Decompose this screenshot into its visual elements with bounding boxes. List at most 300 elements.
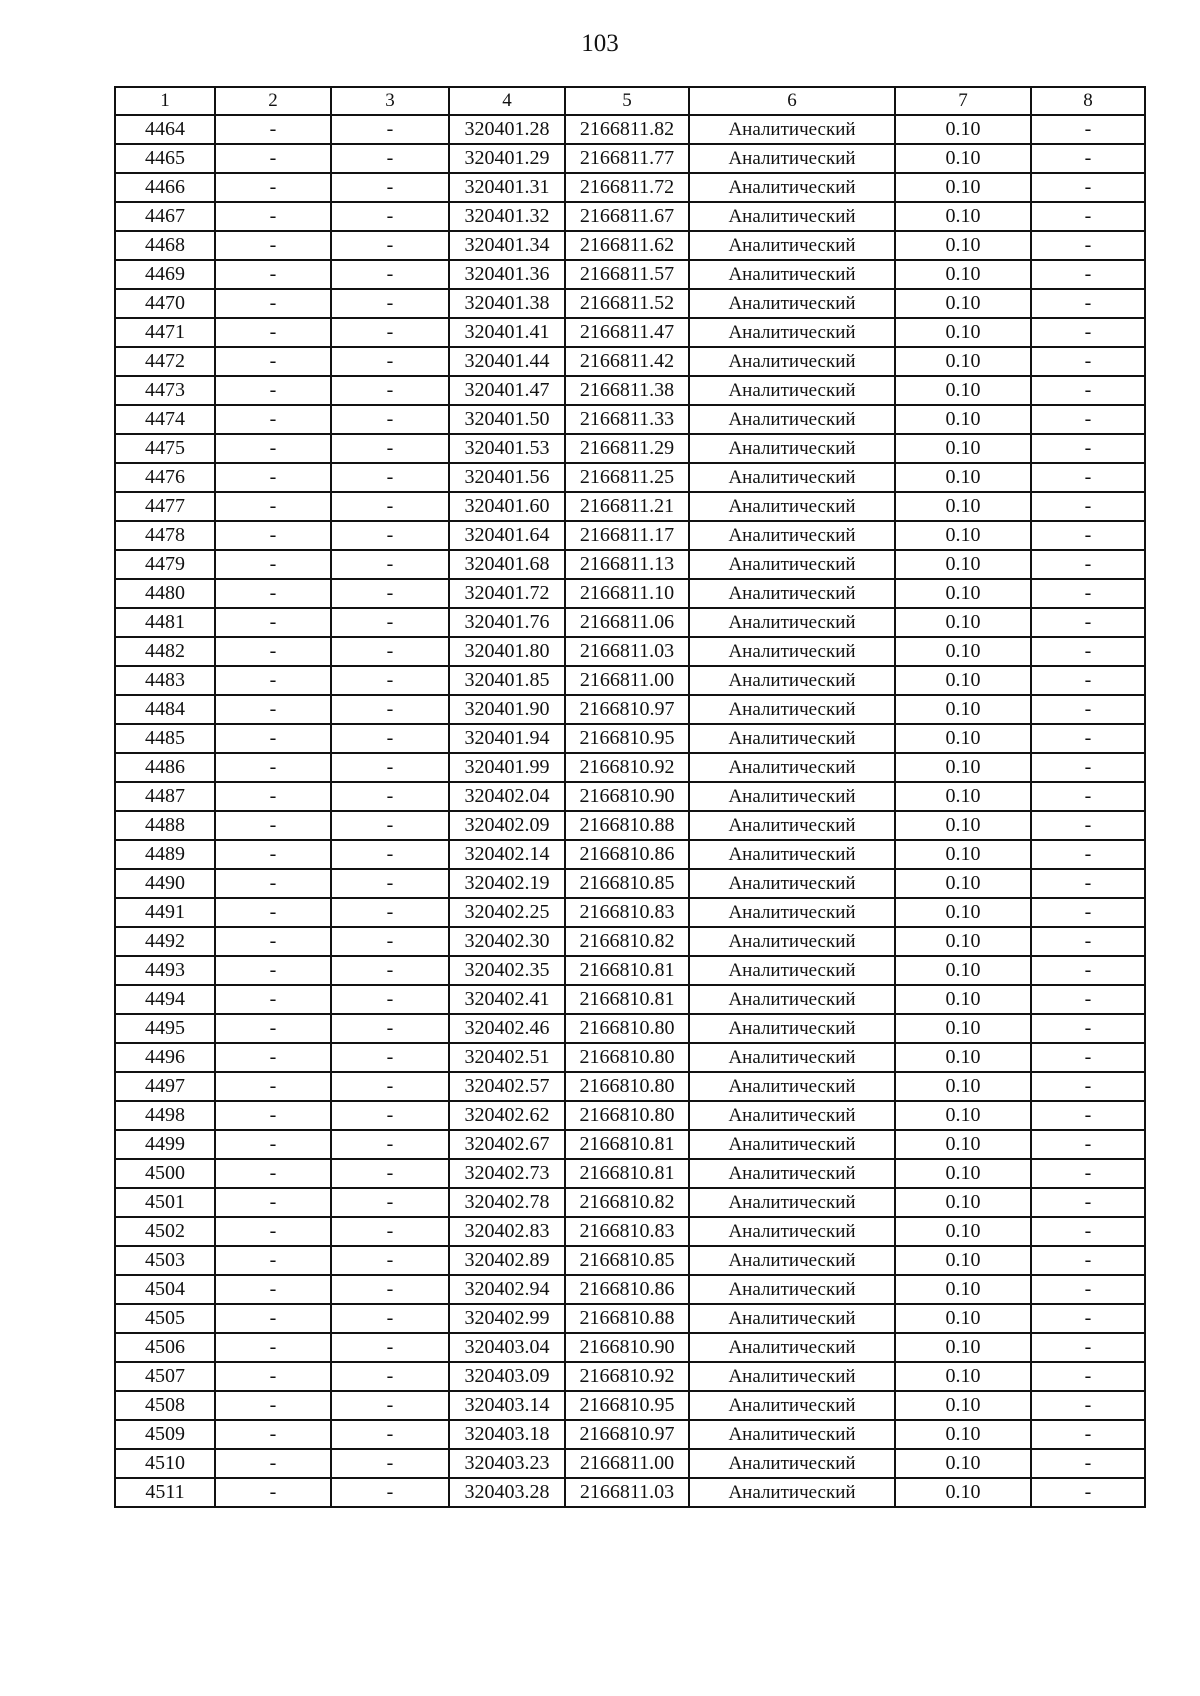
col2-cell: - <box>215 579 331 608</box>
col3-cell: - <box>331 231 449 260</box>
table-row <box>115 173 1145 202</box>
y-coordinate-cell: 2166810.81 <box>565 1130 689 1159</box>
col3-cell: - <box>331 434 449 463</box>
table-row <box>115 260 1145 289</box>
table-row <box>115 1043 1145 1072</box>
column-header-5: 5 <box>565 87 689 115</box>
accuracy-cell: 0.10 <box>895 840 1031 869</box>
y-coordinate-cell: 2166811.06 <box>565 608 689 637</box>
accuracy-cell: 0.10 <box>895 869 1031 898</box>
y-coordinate-cell: 2166810.97 <box>565 695 689 724</box>
x-coordinate-cell: 320401.85 <box>449 666 565 695</box>
x-coordinate-cell: 320401.68 <box>449 550 565 579</box>
method-cell: Аналитический <box>689 434 895 463</box>
accuracy-cell: 0.10 <box>895 579 1031 608</box>
point-number-cell: 4507 <box>115 1362 215 1391</box>
table-row <box>115 695 1145 724</box>
table-row <box>115 1333 1145 1362</box>
accuracy-cell: 0.10 <box>895 1159 1031 1188</box>
accuracy-cell: 0.10 <box>895 637 1031 666</box>
x-coordinate-cell: 320402.35 <box>449 956 565 985</box>
method-cell: Аналитический <box>689 724 895 753</box>
method-cell: Аналитический <box>689 753 895 782</box>
x-coordinate-cell: 320401.36 <box>449 260 565 289</box>
col3-cell: - <box>331 289 449 318</box>
col8-cell: - <box>1031 1217 1145 1246</box>
table-header-row <box>115 87 1145 115</box>
method-cell: Аналитический <box>689 1449 895 1478</box>
col3-cell: - <box>331 115 449 144</box>
method-cell: Аналитический <box>689 1420 895 1449</box>
point-number-cell: 4497 <box>115 1072 215 1101</box>
table-row <box>115 434 1145 463</box>
table-row <box>115 956 1145 985</box>
col3-cell: - <box>331 1014 449 1043</box>
method-cell: Аналитический <box>689 985 895 1014</box>
col2-cell: - <box>215 1391 331 1420</box>
accuracy-cell: 0.10 <box>895 521 1031 550</box>
accuracy-cell: 0.10 <box>895 811 1031 840</box>
accuracy-cell: 0.10 <box>895 260 1031 289</box>
y-coordinate-cell: 2166810.88 <box>565 811 689 840</box>
x-coordinate-cell: 320401.47 <box>449 376 565 405</box>
accuracy-cell: 0.10 <box>895 1391 1031 1420</box>
x-coordinate-cell: 320401.31 <box>449 173 565 202</box>
table-row <box>115 1478 1145 1507</box>
y-coordinate-cell: 2166810.80 <box>565 1043 689 1072</box>
x-coordinate-cell: 320401.90 <box>449 695 565 724</box>
column-header-1: 1 <box>115 87 215 115</box>
col3-cell: - <box>331 608 449 637</box>
method-cell: Аналитический <box>689 318 895 347</box>
col3-cell: - <box>331 1130 449 1159</box>
y-coordinate-cell: 2166810.97 <box>565 1420 689 1449</box>
table-row <box>115 985 1145 1014</box>
accuracy-cell: 0.10 <box>895 434 1031 463</box>
col2-cell: - <box>215 260 331 289</box>
column-header-6: 6 <box>689 87 895 115</box>
col8-cell: - <box>1031 1304 1145 1333</box>
col3-cell: - <box>331 811 449 840</box>
point-number-cell: 4510 <box>115 1449 215 1478</box>
col3-cell: - <box>331 869 449 898</box>
y-coordinate-cell: 2166811.00 <box>565 666 689 695</box>
method-cell: Аналитический <box>689 1362 895 1391</box>
method-cell: Аналитический <box>689 782 895 811</box>
table-row <box>115 927 1145 956</box>
y-coordinate-cell: 2166811.25 <box>565 463 689 492</box>
table-body <box>115 115 1145 1507</box>
y-coordinate-cell: 2166811.38 <box>565 376 689 405</box>
accuracy-cell: 0.10 <box>895 1275 1031 1304</box>
x-coordinate-cell: 320402.14 <box>449 840 565 869</box>
col2-cell: - <box>215 289 331 318</box>
x-coordinate-cell: 320402.57 <box>449 1072 565 1101</box>
table-row <box>115 608 1145 637</box>
x-coordinate-cell: 320401.28 <box>449 115 565 144</box>
table-row <box>115 376 1145 405</box>
method-cell: Аналитический <box>689 115 895 144</box>
method-cell: Аналитический <box>689 898 895 927</box>
method-cell: Аналитический <box>689 637 895 666</box>
accuracy-cell: 0.10 <box>895 1420 1031 1449</box>
col3-cell: - <box>331 202 449 231</box>
x-coordinate-cell: 320403.09 <box>449 1362 565 1391</box>
accuracy-cell: 0.10 <box>895 289 1031 318</box>
col8-cell: - <box>1031 811 1145 840</box>
point-number-cell: 4494 <box>115 985 215 1014</box>
x-coordinate-cell: 320402.04 <box>449 782 565 811</box>
col3-cell: - <box>331 463 449 492</box>
accuracy-cell: 0.10 <box>895 666 1031 695</box>
col3-cell: - <box>331 521 449 550</box>
point-number-cell: 4470 <box>115 289 215 318</box>
point-number-cell: 4480 <box>115 579 215 608</box>
point-number-cell: 4508 <box>115 1391 215 1420</box>
x-coordinate-cell: 320401.32 <box>449 202 565 231</box>
accuracy-cell: 0.10 <box>895 985 1031 1014</box>
col3-cell: - <box>331 956 449 985</box>
point-number-cell: 4502 <box>115 1217 215 1246</box>
col8-cell: - <box>1031 782 1145 811</box>
col2-cell: - <box>215 173 331 202</box>
col2-cell: - <box>215 550 331 579</box>
table-row <box>115 1246 1145 1275</box>
x-coordinate-cell: 320402.67 <box>449 1130 565 1159</box>
col8-cell: - <box>1031 376 1145 405</box>
y-coordinate-cell: 2166810.95 <box>565 1391 689 1420</box>
col8-cell: - <box>1031 753 1145 782</box>
table-row <box>115 782 1145 811</box>
col3-cell: - <box>331 376 449 405</box>
col8-cell: - <box>1031 1130 1145 1159</box>
y-coordinate-cell: 2166811.47 <box>565 318 689 347</box>
page-number: 103 <box>581 30 619 57</box>
y-coordinate-cell: 2166810.92 <box>565 1362 689 1391</box>
accuracy-cell: 0.10 <box>895 782 1031 811</box>
point-number-cell: 4491 <box>115 898 215 927</box>
col8-cell: - <box>1031 666 1145 695</box>
col3-cell: - <box>331 1072 449 1101</box>
col8-cell: - <box>1031 724 1145 753</box>
col3-cell: - <box>331 927 449 956</box>
col3-cell: - <box>331 1449 449 1478</box>
y-coordinate-cell: 2166810.90 <box>565 782 689 811</box>
y-coordinate-cell: 2166811.72 <box>565 173 689 202</box>
col2-cell: - <box>215 869 331 898</box>
col8-cell: - <box>1031 115 1145 144</box>
accuracy-cell: 0.10 <box>895 347 1031 376</box>
method-cell: Аналитический <box>689 1275 895 1304</box>
col2-cell: - <box>215 1449 331 1478</box>
y-coordinate-cell: 2166810.80 <box>565 1072 689 1101</box>
point-number-cell: 4501 <box>115 1188 215 1217</box>
x-coordinate-cell: 320402.25 <box>449 898 565 927</box>
method-cell: Аналитический <box>689 463 895 492</box>
col8-cell: - <box>1031 1072 1145 1101</box>
point-number-cell: 4498 <box>115 1101 215 1130</box>
accuracy-cell: 0.10 <box>895 724 1031 753</box>
method-cell: Аналитический <box>689 666 895 695</box>
col3-cell: - <box>331 1420 449 1449</box>
method-cell: Аналитический <box>689 492 895 521</box>
accuracy-cell: 0.10 <box>895 898 1031 927</box>
table-row <box>115 1101 1145 1130</box>
method-cell: Аналитический <box>689 289 895 318</box>
x-coordinate-cell: 320402.73 <box>449 1159 565 1188</box>
accuracy-cell: 0.10 <box>895 1449 1031 1478</box>
accuracy-cell: 0.10 <box>895 144 1031 173</box>
accuracy-cell: 0.10 <box>895 1478 1031 1507</box>
col8-cell: - <box>1031 405 1145 434</box>
x-coordinate-cell: 320402.51 <box>449 1043 565 1072</box>
x-coordinate-cell: 320401.60 <box>449 492 565 521</box>
col2-cell: - <box>215 376 331 405</box>
accuracy-cell: 0.10 <box>895 753 1031 782</box>
col2-cell: - <box>215 753 331 782</box>
table-row <box>115 463 1145 492</box>
col8-cell: - <box>1031 869 1145 898</box>
col8-cell: - <box>1031 260 1145 289</box>
col2-cell: - <box>215 666 331 695</box>
method-cell: Аналитический <box>689 347 895 376</box>
col3-cell: - <box>331 318 449 347</box>
col8-cell: - <box>1031 463 1145 492</box>
col2-cell: - <box>215 811 331 840</box>
y-coordinate-cell: 2166811.10 <box>565 579 689 608</box>
table-row <box>115 811 1145 840</box>
point-number-cell: 4509 <box>115 1420 215 1449</box>
col3-cell: - <box>331 1043 449 1072</box>
y-coordinate-cell: 2166811.42 <box>565 347 689 376</box>
x-coordinate-cell: 320401.41 <box>449 318 565 347</box>
y-coordinate-cell: 2166811.57 <box>565 260 689 289</box>
table-row <box>115 869 1145 898</box>
col8-cell: - <box>1031 1043 1145 1072</box>
y-coordinate-cell: 2166810.80 <box>565 1014 689 1043</box>
accuracy-cell: 0.10 <box>895 956 1031 985</box>
col2-cell: - <box>215 318 331 347</box>
point-number-cell: 4499 <box>115 1130 215 1159</box>
col2-cell: - <box>215 115 331 144</box>
col2-cell: - <box>215 1217 331 1246</box>
accuracy-cell: 0.10 <box>895 1014 1031 1043</box>
col8-cell: - <box>1031 985 1145 1014</box>
point-number-cell: 4487 <box>115 782 215 811</box>
point-number-cell: 4500 <box>115 1159 215 1188</box>
point-number-cell: 4489 <box>115 840 215 869</box>
accuracy-cell: 0.10 <box>895 1304 1031 1333</box>
x-coordinate-cell: 320401.38 <box>449 289 565 318</box>
col2-cell: - <box>215 231 331 260</box>
table-row <box>115 202 1145 231</box>
point-number-cell: 4506 <box>115 1333 215 1362</box>
x-coordinate-cell: 320402.30 <box>449 927 565 956</box>
x-coordinate-cell: 320402.46 <box>449 1014 565 1043</box>
col2-cell: - <box>215 1304 331 1333</box>
y-coordinate-cell: 2166811.33 <box>565 405 689 434</box>
col3-cell: - <box>331 840 449 869</box>
point-number-cell: 4493 <box>115 956 215 985</box>
col8-cell: - <box>1031 1246 1145 1275</box>
col3-cell: - <box>331 1362 449 1391</box>
table-row <box>115 492 1145 521</box>
point-number-cell: 4465 <box>115 144 215 173</box>
col8-cell: - <box>1031 318 1145 347</box>
y-coordinate-cell: 2166810.85 <box>565 1246 689 1275</box>
y-coordinate-cell: 2166810.82 <box>565 1188 689 1217</box>
y-coordinate-cell: 2166810.86 <box>565 1275 689 1304</box>
table-row <box>115 753 1145 782</box>
x-coordinate-cell: 320402.62 <box>449 1101 565 1130</box>
table-row <box>115 1217 1145 1246</box>
x-coordinate-cell: 320401.56 <box>449 463 565 492</box>
coordinates-table <box>114 86 1146 1508</box>
accuracy-cell: 0.10 <box>895 173 1031 202</box>
col8-cell: - <box>1031 1333 1145 1362</box>
point-number-cell: 4503 <box>115 1246 215 1275</box>
point-number-cell: 4468 <box>115 231 215 260</box>
x-coordinate-cell: 320401.53 <box>449 434 565 463</box>
col8-cell: - <box>1031 550 1145 579</box>
point-number-cell: 4483 <box>115 666 215 695</box>
col3-cell: - <box>331 724 449 753</box>
method-cell: Аналитический <box>689 1101 895 1130</box>
col3-cell: - <box>331 492 449 521</box>
col8-cell: - <box>1031 144 1145 173</box>
x-coordinate-cell: 320402.94 <box>449 1275 565 1304</box>
column-header-7: 7 <box>895 87 1031 115</box>
col8-cell: - <box>1031 1014 1145 1043</box>
col2-cell: - <box>215 637 331 666</box>
method-cell: Аналитический <box>689 202 895 231</box>
table-row <box>115 1188 1145 1217</box>
table-row <box>115 1130 1145 1159</box>
y-coordinate-cell: 2166811.21 <box>565 492 689 521</box>
point-number-cell: 4495 <box>115 1014 215 1043</box>
y-coordinate-cell: 2166811.13 <box>565 550 689 579</box>
x-coordinate-cell: 320402.83 <box>449 1217 565 1246</box>
y-coordinate-cell: 2166811.00 <box>565 1449 689 1478</box>
table-row <box>115 1014 1145 1043</box>
point-number-cell: 4478 <box>115 521 215 550</box>
col3-cell: - <box>331 347 449 376</box>
column-header-2: 2 <box>215 87 331 115</box>
col2-cell: - <box>215 840 331 869</box>
method-cell: Аналитический <box>689 1333 895 1362</box>
col2-cell: - <box>215 1043 331 1072</box>
col3-cell: - <box>331 782 449 811</box>
table-row <box>115 1072 1145 1101</box>
point-number-cell: 4471 <box>115 318 215 347</box>
x-coordinate-cell: 320401.76 <box>449 608 565 637</box>
accuracy-cell: 0.10 <box>895 1217 1031 1246</box>
point-number-cell: 4482 <box>115 637 215 666</box>
accuracy-cell: 0.10 <box>895 115 1031 144</box>
col3-cell: - <box>331 898 449 927</box>
table-row <box>115 1159 1145 1188</box>
col3-cell: - <box>331 753 449 782</box>
x-coordinate-cell: 320402.19 <box>449 869 565 898</box>
point-number-cell: 4496 <box>115 1043 215 1072</box>
y-coordinate-cell: 2166811.77 <box>565 144 689 173</box>
col2-cell: - <box>215 463 331 492</box>
col8-cell: - <box>1031 927 1145 956</box>
x-coordinate-cell: 320401.72 <box>449 579 565 608</box>
x-coordinate-cell: 320403.14 <box>449 1391 565 1420</box>
table-row <box>115 521 1145 550</box>
y-coordinate-cell: 2166811.17 <box>565 521 689 550</box>
x-coordinate-cell: 320402.89 <box>449 1246 565 1275</box>
y-coordinate-cell: 2166811.67 <box>565 202 689 231</box>
method-cell: Аналитический <box>689 811 895 840</box>
col3-cell: - <box>331 260 449 289</box>
point-number-cell: 4464 <box>115 115 215 144</box>
col2-cell: - <box>215 1130 331 1159</box>
point-number-cell: 4490 <box>115 869 215 898</box>
point-number-cell: 4511 <box>115 1478 215 1507</box>
col2-cell: - <box>215 144 331 173</box>
col8-cell: - <box>1031 637 1145 666</box>
x-coordinate-cell: 320401.34 <box>449 231 565 260</box>
accuracy-cell: 0.10 <box>895 927 1031 956</box>
col2-cell: - <box>215 1188 331 1217</box>
col3-cell: - <box>331 1246 449 1275</box>
col2-cell: - <box>215 1101 331 1130</box>
col2-cell: - <box>215 724 331 753</box>
method-cell: Аналитический <box>689 173 895 202</box>
column-header-3: 3 <box>331 87 449 115</box>
col3-cell: - <box>331 1275 449 1304</box>
point-number-cell: 4486 <box>115 753 215 782</box>
y-coordinate-cell: 2166810.82 <box>565 927 689 956</box>
point-number-cell: 4467 <box>115 202 215 231</box>
col3-cell: - <box>331 666 449 695</box>
col2-cell: - <box>215 434 331 463</box>
point-number-cell: 4488 <box>115 811 215 840</box>
accuracy-cell: 0.10 <box>895 231 1031 260</box>
accuracy-cell: 0.10 <box>895 550 1031 579</box>
x-coordinate-cell: 320402.41 <box>449 985 565 1014</box>
table-row <box>115 637 1145 666</box>
y-coordinate-cell: 2166811.82 <box>565 115 689 144</box>
x-coordinate-cell: 320402.78 <box>449 1188 565 1217</box>
method-cell: Аналитический <box>689 1304 895 1333</box>
col2-cell: - <box>215 927 331 956</box>
col2-cell: - <box>215 1275 331 1304</box>
col8-cell: - <box>1031 347 1145 376</box>
y-coordinate-cell: 2166811.03 <box>565 637 689 666</box>
col3-cell: - <box>331 1304 449 1333</box>
y-coordinate-cell: 2166810.95 <box>565 724 689 753</box>
table-row <box>115 550 1145 579</box>
col2-cell: - <box>215 1420 331 1449</box>
x-coordinate-cell: 320403.18 <box>449 1420 565 1449</box>
column-header-8: 8 <box>1031 87 1145 115</box>
accuracy-cell: 0.10 <box>895 463 1031 492</box>
col2-cell: - <box>215 985 331 1014</box>
table-row <box>115 579 1145 608</box>
point-number-cell: 4485 <box>115 724 215 753</box>
y-coordinate-cell: 2166810.81 <box>565 1159 689 1188</box>
col8-cell: - <box>1031 579 1145 608</box>
accuracy-cell: 0.10 <box>895 376 1031 405</box>
col3-cell: - <box>331 405 449 434</box>
col8-cell: - <box>1031 1159 1145 1188</box>
x-coordinate-cell: 320401.50 <box>449 405 565 434</box>
col3-cell: - <box>331 1217 449 1246</box>
y-coordinate-cell: 2166811.62 <box>565 231 689 260</box>
